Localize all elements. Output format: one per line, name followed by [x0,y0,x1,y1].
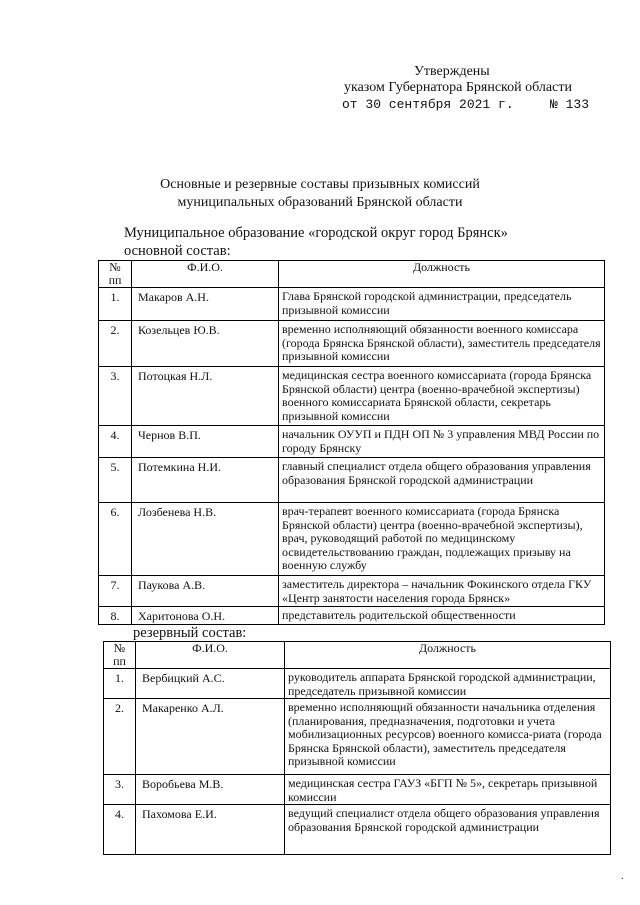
row-num: 5. [99,458,132,503]
main-table-row [99,576,605,607]
row-num: 1. [99,288,132,321]
row-fio: Чернов В.П. [132,426,279,458]
row-position: главный специалист отдела общего образования управления образования Брянской городской администрации [279,458,605,503]
approval-date: от 30 сентября 2021 г. [342,97,514,112]
row-position: представитель родительской общественности [279,607,605,625]
row-num: 4. [104,805,136,855]
reserve-composition-table [103,641,611,855]
page-title-line-2: муниципальных образований Брянской области [177,195,463,210]
row-position: Глава Брянской городской администрации, председатель призывной комиссии [279,288,605,321]
main-composition-table [98,260,605,625]
row-fio: Макаров А.Н. [132,288,279,321]
row-fio: Воробьева М.В. [136,775,285,805]
row-num: 2. [104,699,136,775]
row-position: медицинская сестра ГАУЗ «БГП № 5», секретарь призывной комиссии [285,775,611,805]
main-composition-label: основной состав: [124,243,231,259]
row-position: руководитель аппарата Брянской городской администрации, председатель призывной комиссии [285,669,611,699]
main-table-row [99,321,605,367]
main-table-row [99,426,605,458]
reserve-table-row [104,805,611,855]
row-position: начальник ОУУП и ПДН ОП № 3 управления МВД России по городу Брянску [279,426,605,458]
col-position-header: Должность [279,261,605,288]
row-num: 3. [104,775,136,805]
main-table-row [99,458,605,503]
row-position: медицинская сестра военного комиссариата (города Брянска Брянской области) центра (военно-врачебной экспертизы) военного комиссариата Брянской области, секретарь призывной комиссии [279,367,605,426]
row-fio: Паукова А.В. [132,576,279,607]
main-table-row [99,367,605,426]
reserve-composition-label: резервный состав: [133,625,247,641]
col-position-header: Должность [285,642,611,669]
reserve-table-header [104,642,611,669]
page-title-line-1: Основные и резервные составы призывных комиссий [160,177,480,192]
main-table-row [99,503,605,576]
main-table-header [99,261,605,288]
municipality-heading: Муниципальное образование «городской округ город Брянск» [124,225,508,241]
row-fio: Харитонова О.Н. [132,607,279,625]
row-position: заместитель директора – начальник Фокинского отдела ГКУ «Центр занятости населения города Брянск» [279,576,605,607]
reserve-table-row [104,775,611,805]
col-fio-header: Ф.И.О. [136,642,285,669]
row-num: 7. [99,576,132,607]
approval-date-row [342,97,602,115]
row-fio: Пахомова Е.И. [136,805,285,855]
approval-number: № 133 [550,97,590,112]
col-num-header: № пп [104,642,136,669]
row-fio: Вербицкий А.С. [136,669,285,699]
row-fio: Лозбенева Н.В. [132,503,279,576]
row-num: 2. [99,321,132,367]
col-fio-header: Ф.И.О. [132,261,279,288]
row-fio: Козельцев Ю.В. [132,321,279,367]
row-position: ведущий специалист отдела общего образования управления образования Брянской городской администрации [285,805,611,855]
main-table-row [99,288,605,321]
row-num: 8. [99,607,132,625]
row-num: 1. [104,669,136,699]
row-position: временно исполняющий обязанности военного комиссара (города Брянска Брянской области), заместитель председателя призывной комиссии [279,321,605,367]
row-fio: Макаренко А.Л. [136,699,285,775]
col-num-header: № пп [99,261,132,288]
main-table-row [99,607,605,625]
approval-line-1: Утверждены [414,64,490,79]
row-num: 6. [99,503,132,576]
row-num: 3. [99,367,132,426]
approval-line-2: указом Губернатора Брянской области [344,80,572,95]
reserve-table-row [104,669,611,699]
row-fio: Потемкина Н.И. [132,458,279,503]
row-position: врач-терапевт военного комиссариата (города Брянска Брянской области) центра (военно-врачебной экспертизы), врач, руководящий работой по медицинскому освидетельствованию граждан, подлежащих призыву на военную службу [279,503,605,576]
row-position: временно исполняющий обязанности начальника отделения (планирования, предназначения, подготовки и учета мобилизационных ресурсов) военного комисса-риата (города Брянска Брянской области), заместитель председателя призывной комиссии [285,699,611,775]
scan-mark: · [620,874,624,885]
reserve-table-row [104,699,611,775]
row-num: 4. [99,426,132,458]
row-fio: Потоцкая Н.Л. [132,367,279,426]
